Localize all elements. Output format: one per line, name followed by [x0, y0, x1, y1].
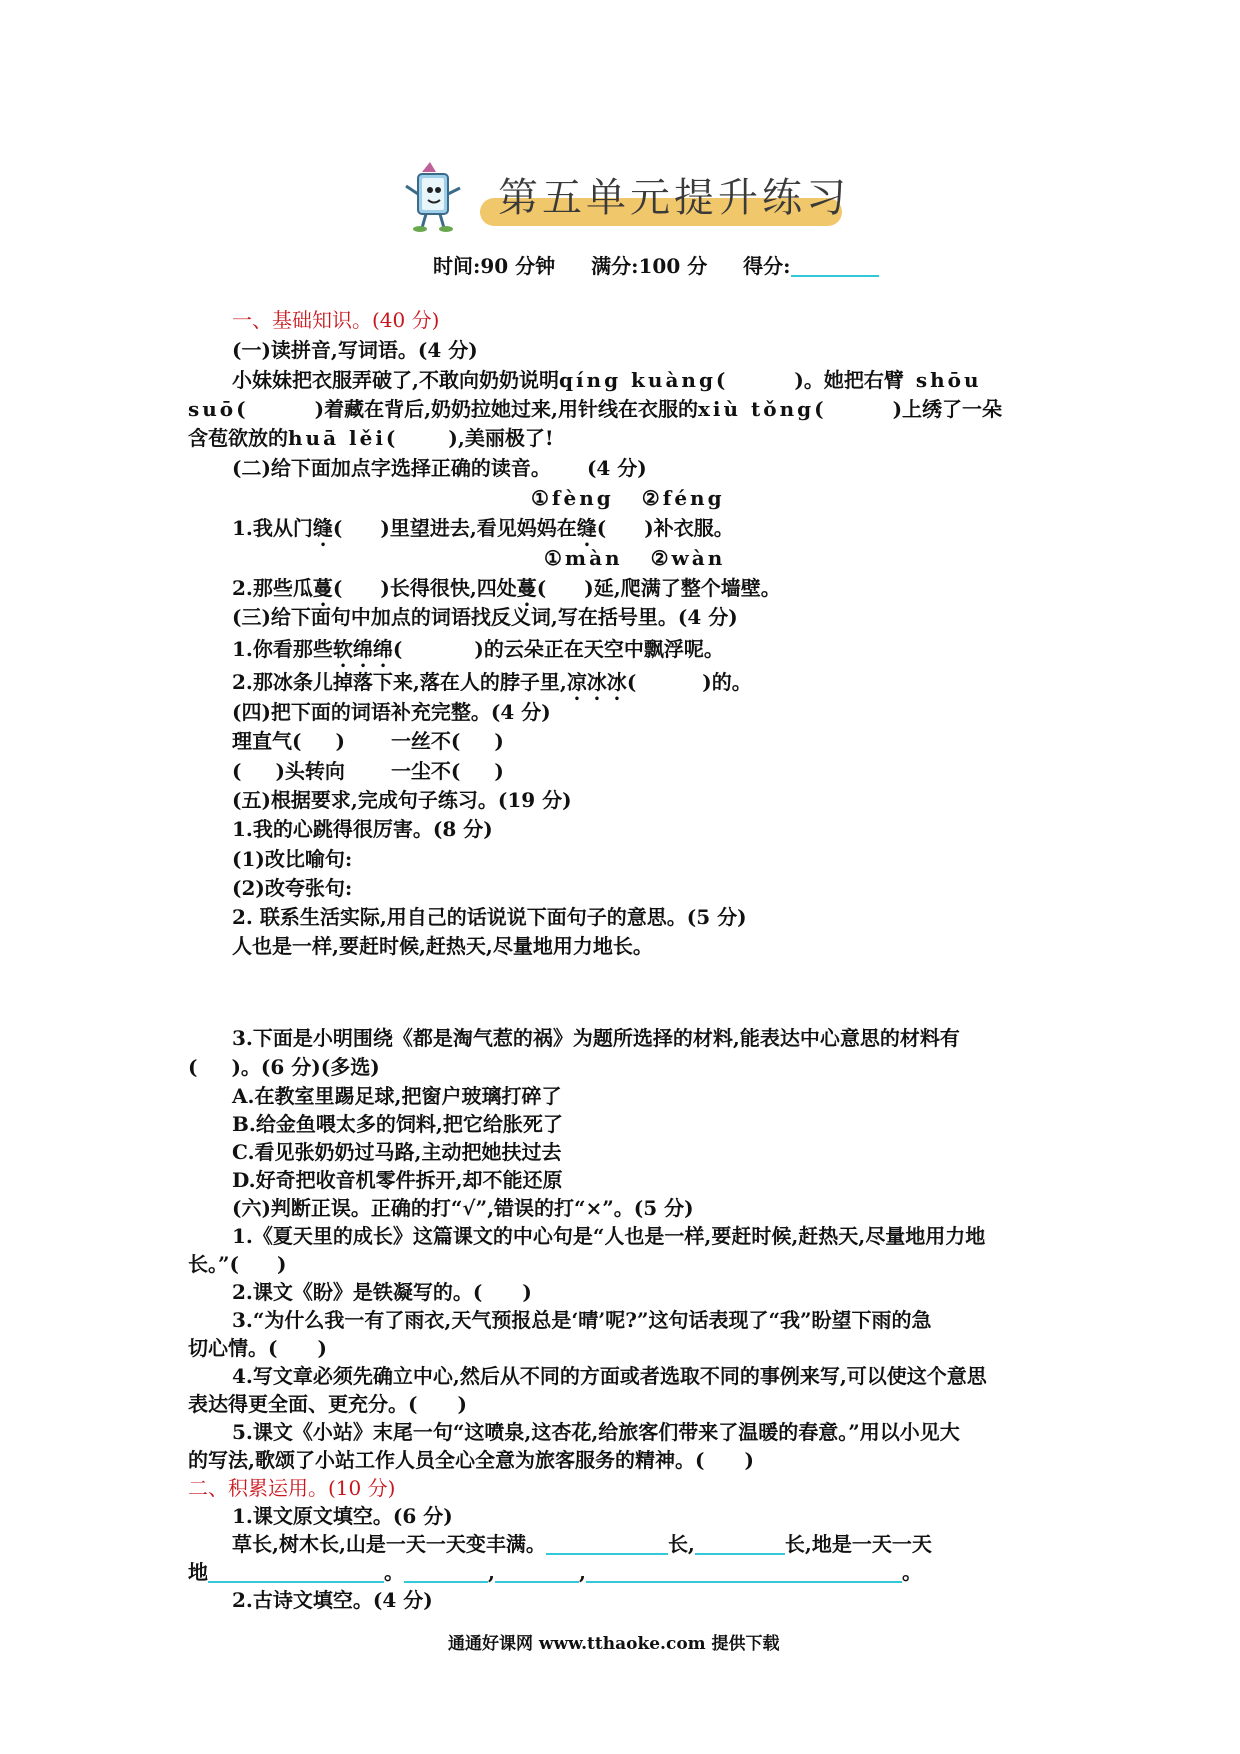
- q5-item-1: 1.我的心跳得很厉害。(8 分): [232, 817, 493, 841]
- q1-line-3: 含苞欲放的huā lěi( ),美丽极了!: [188, 426, 554, 450]
- s2-q1-line-1: 草长,树木长,山是一天一天变丰满。 长, 长,地是一天一天: [232, 1532, 932, 1556]
- q3-title: (三)给下面句中加点的词语找反义词,写在括号里。(4 分): [232, 605, 738, 629]
- score-label: 得分:: [743, 254, 791, 278]
- q2-sentence-1: 1.我从门缝( )里望进去,看见妈妈在缝( )补衣服。: [232, 516, 734, 540]
- q2-options-1: ①fèng ②féng: [531, 486, 725, 510]
- book-mascot-icon: [400, 160, 470, 234]
- q6-judge-4-cont: 表达得更全面、更充分。( ): [188, 1392, 467, 1416]
- q5-option-b: B.给金鱼喂太多的饲料,把它给胀死了: [232, 1112, 563, 1136]
- q2-title: (二)给下面加点字选择正确的读音。 (4 分): [232, 456, 647, 480]
- q4-row-1: 理直气( ) 一丝不( ): [232, 729, 504, 753]
- time-limit: 时间:90 分钟: [433, 254, 556, 278]
- q2-options-2: ①màn ②wàn: [544, 546, 726, 570]
- fill-blank[interactable]: [695, 1531, 785, 1555]
- s2-q1-title: 1.课文原文填空。(6 分): [232, 1504, 453, 1528]
- pinyin-qingkuang: qíng kuàng(: [558, 368, 729, 392]
- q5-option-a: A.在教室里踢足球,把窗户玻璃打碎了: [232, 1084, 562, 1108]
- q5-item-2: 2. 联系生活实际,用自己的话说说下面句子的意思。(5 分): [232, 905, 747, 929]
- q3-sentence-1: 1.你看那些软绵绵( )的云朵正在天空中飘浮呢。: [232, 637, 724, 661]
- q2-sentence-2: 2.那些瓜蔓( )长得很快,四处蔓( )延,爬满了整个墙壁。: [232, 576, 781, 600]
- q5-option-c: C.看见张奶奶过马路,主动把她扶过去: [232, 1140, 562, 1164]
- q5-item-1a: (1)改比喻句:: [232, 847, 353, 871]
- page-title: 第五单元提升练习: [498, 175, 850, 221]
- q1-line-1: 小妹妹把衣服弄破了,不敢向奶奶说明qíng kuàng( )。她把右臂 shōu: [232, 368, 982, 392]
- exam-meta: [433, 250, 879, 279]
- fill-blank[interactable]: [495, 1559, 579, 1583]
- q6-judge-3: 3.“为什么我一有了雨衣,天气预报总是‘晴’呢?”这句话表现了“我”盼望下雨的急: [232, 1308, 932, 1332]
- q5-item-3: 3.下面是小明围绕《都是淘气惹的祸》为题所选择的材料,能表达中心意思的材料有: [232, 1026, 960, 1050]
- q4-row-2: ( )头转向 一尘不( ): [232, 759, 504, 783]
- q6-judge-3-cont: 切心情。( ): [188, 1336, 327, 1360]
- fill-blank[interactable]: [586, 1559, 902, 1583]
- full-score: 满分:100 分: [591, 254, 708, 278]
- section-1-heading: 一、基础知识。(40 分): [232, 308, 440, 332]
- title-banner: [400, 160, 850, 234]
- q5-option-d: D.好奇把收音机零件拆开,却不能还原: [232, 1168, 563, 1192]
- score-blank[interactable]: [791, 253, 879, 277]
- fill-blank[interactable]: [404, 1559, 488, 1583]
- q5-item-2-text: 人也是一样,要赶时候,赶热天,尽量地用力地长。: [232, 934, 653, 958]
- fill-blank[interactable]: [546, 1531, 668, 1555]
- q6-title: (六)判断正误。正确的打“√”,错误的打“×”。(5 分): [232, 1196, 694, 1220]
- q1-line-2: suō( )着藏在背后,奶奶拉她过来,用针线在衣服的xiù tǒng( )上绣了一朵: [188, 397, 1003, 421]
- page-footer: 通通好课网 www.tthaoke.com 提供下载: [448, 1634, 780, 1654]
- q6-judge-1: 1.《夏天里的成长》这篇课文的中心句是“人也是一样,要赶时候,赶热天,尽量地用力地: [232, 1224, 986, 1248]
- q6-judge-2: 2.课文《盼》是铁凝写的。( ): [232, 1280, 532, 1304]
- s2-q2-title: 2.古诗文填空。(4 分): [232, 1588, 433, 1612]
- s2-q1-line-2: 地 。 , , 。: [188, 1560, 922, 1584]
- q6-judge-5-cont: 的写法,歌颂了小站工作人员全心全意为旅客服务的精神。( ): [188, 1448, 754, 1472]
- q3-sentence-2: 2.那冰条儿掉落下来,落在人的脖子里,凉冰冰( )的。: [232, 670, 752, 694]
- q6-judge-5: 5.课文《小站》末尾一句“这喷泉,这杏花,给旅客们带来了温暖的春意。”用以小见大: [232, 1420, 960, 1444]
- fill-blank[interactable]: [208, 1559, 384, 1583]
- q6-judge-4: 4.写文章必须先确立中心,然后从不同的方面或者选取不同的事例来写,可以使这个意思: [232, 1364, 987, 1388]
- q4-title: (四)把下面的词语补充完整。(4 分): [232, 700, 551, 724]
- q5-item-3-cont: ( )。(6 分)(多选): [188, 1055, 380, 1079]
- q5-title: (五)根据要求,完成句子练习。(19 分): [232, 788, 572, 812]
- q6-judge-1-cont: 长。”( ): [188, 1252, 287, 1276]
- section-2-heading: 二、积累运用。(10 分): [188, 1476, 396, 1500]
- q5-item-1b: (2)改夸张句:: [232, 876, 353, 900]
- q1-title: (一)读拼音,写词语。(4 分): [232, 338, 478, 362]
